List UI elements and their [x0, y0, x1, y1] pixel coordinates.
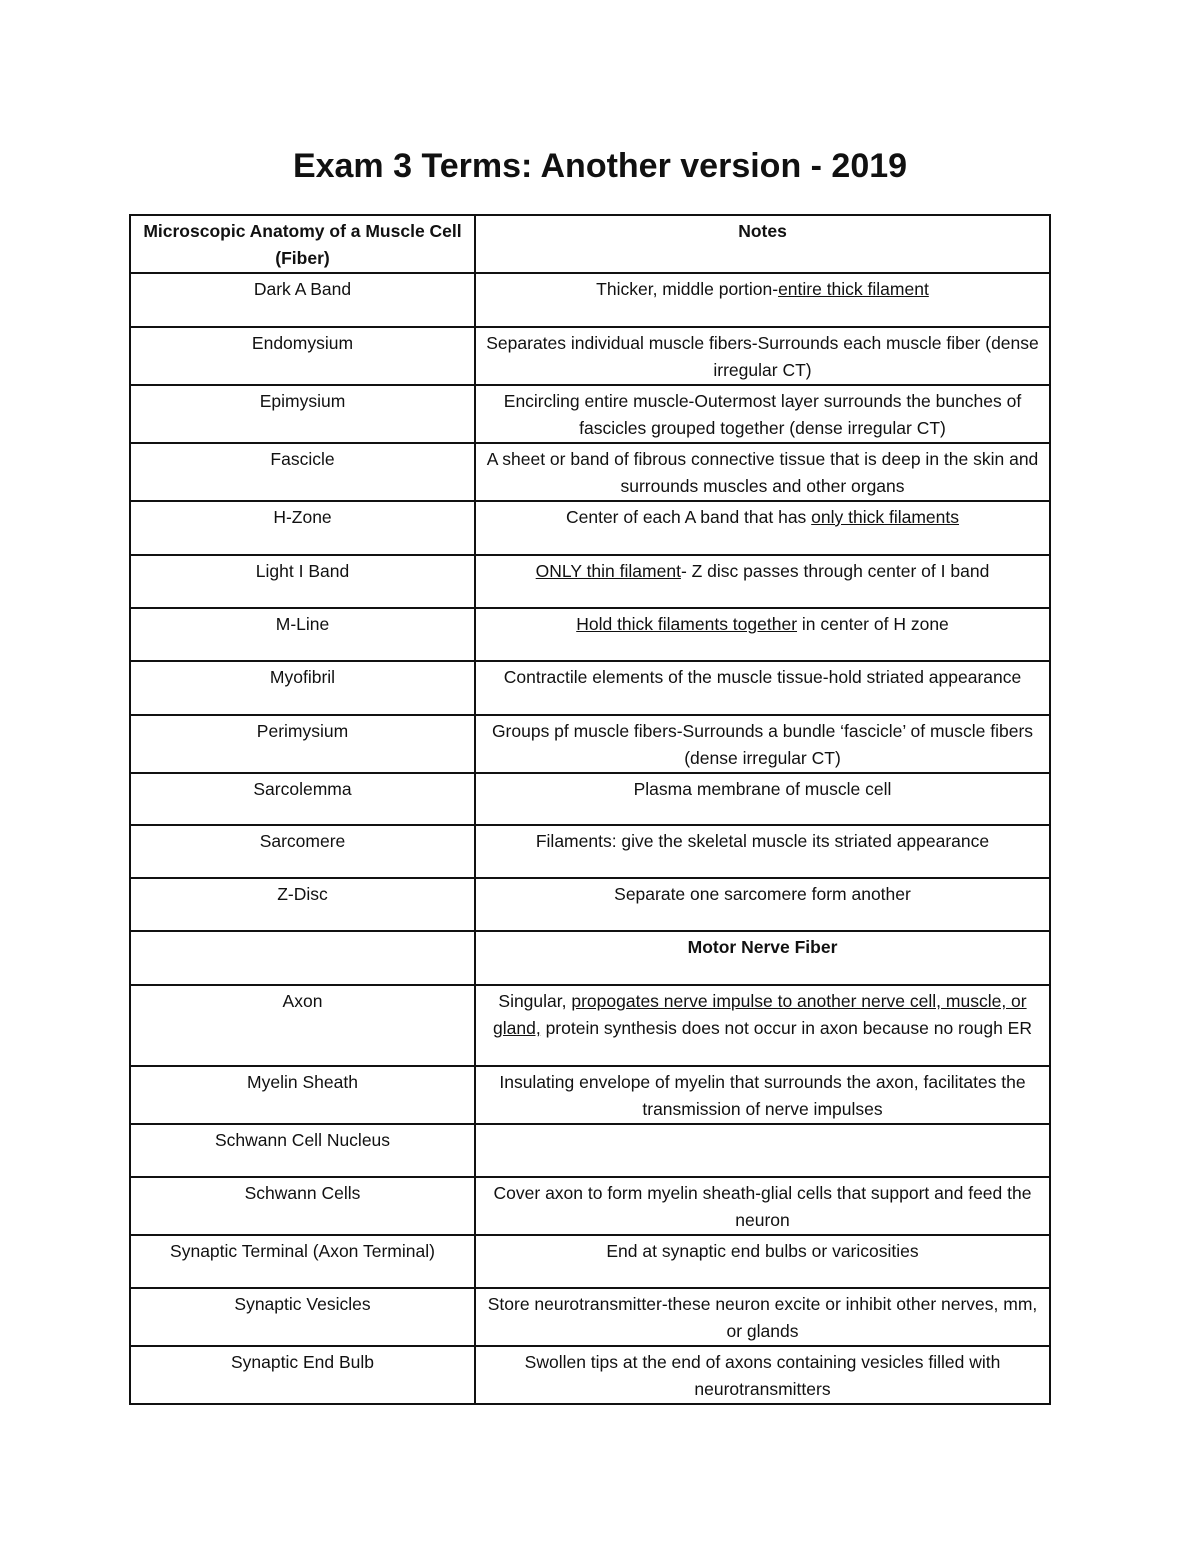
- notes-underlined-text: Hold thick filaments together: [576, 614, 798, 634]
- term-cell: Perimysium: [130, 715, 475, 773]
- notes-cell: [475, 1124, 1050, 1177]
- term-cell: Synaptic End Bulb: [130, 1346, 475, 1404]
- term-cell: Synaptic Terminal (Axon Terminal): [130, 1235, 475, 1288]
- table-row: [130, 773, 1050, 825]
- term-cell: Myelin Sheath: [130, 1066, 475, 1124]
- notes-underlined-text: only thick filaments: [811, 507, 960, 527]
- notes-underlined-text: entire thick filament: [778, 279, 929, 299]
- notes-cell: [475, 327, 1050, 385]
- table-row: [130, 327, 1050, 385]
- notes-cell: [475, 1066, 1050, 1124]
- notes-cell: [475, 773, 1050, 825]
- notes-text: Cover axon to form myelin sheath-glial cells that support and feed the neuron: [493, 1183, 1032, 1230]
- term-cell: H-Zone: [130, 501, 475, 555]
- table-row: [130, 878, 1050, 931]
- notes-underlined-text: propogates nerve impulse to another nerve cell, muscle, or gland,: [493, 991, 1027, 1038]
- notes-text: Groups pf muscle fibers-Surrounds a bundle ‘fascicle’ of muscle fibers (dense irregular CT): [491, 721, 1034, 768]
- term-cell: M-Line: [130, 608, 475, 661]
- table-header-row: [130, 215, 1050, 273]
- notes-cell: [475, 1346, 1050, 1404]
- notes-text: Center of each A band that has: [565, 507, 812, 527]
- table-row: [130, 715, 1050, 773]
- page-title: Exam 3 Terms: Another version - 2019: [292, 147, 908, 185]
- notes-cell: [475, 501, 1050, 555]
- notes-text: protein synthesis does not occur in axon because no rough ER: [540, 1018, 1032, 1038]
- notes-text: Insulating envelope of myelin that surrounds the axon, facilitates the transmission of nerve impulses: [499, 1072, 1026, 1119]
- table-row: [130, 273, 1050, 327]
- table-row: [130, 443, 1050, 501]
- notes-text: Separates individual muscle fibers-Surrounds each muscle fiber (dense irregular CT): [486, 333, 1039, 380]
- table-row: [130, 1177, 1050, 1235]
- table-row: [130, 825, 1050, 878]
- table-row: [130, 661, 1050, 715]
- notes-underlined-text: ONLY thin filament: [535, 561, 681, 581]
- notes-cell: [475, 985, 1050, 1066]
- notes-text: Swollen tips at the end of axons containing vesicles filled with neurotransmitters: [524, 1352, 1001, 1399]
- table-row: [130, 608, 1050, 661]
- terms-table: [129, 214, 1051, 1405]
- term-cell: Dark A Band: [130, 273, 475, 327]
- table-row: [130, 985, 1050, 1066]
- table-row: [130, 1346, 1050, 1404]
- table-row: [130, 1288, 1050, 1346]
- notes-cell: [475, 608, 1050, 661]
- table-row: [130, 501, 1050, 555]
- table-row: [130, 1066, 1050, 1124]
- terms-table-body: [130, 215, 1050, 1404]
- term-cell: Synaptic Vesicles: [130, 1288, 475, 1346]
- notes-cell: [475, 385, 1050, 443]
- term-cell: Schwann Cell Nucleus: [130, 1124, 475, 1177]
- term-cell: Schwann Cells: [130, 1177, 475, 1235]
- notes-text: Singular,: [498, 991, 572, 1011]
- notes-text: Contractile elements of the muscle tissue-hold striated appearance: [503, 667, 1022, 687]
- notes-text: in center of H zone: [797, 614, 949, 634]
- notes-text: Store neurotransmitter-these neuron excite or inhibit other nerves, mm, or glands: [487, 1294, 1038, 1341]
- term-cell: Light I Band: [130, 555, 475, 608]
- notes-text: A sheet or band of fibrous connective tissue that is deep in the skin and surrounds muscles and other organs: [486, 449, 1039, 496]
- notes-cell: [475, 661, 1050, 715]
- term-cell: Epimysium: [130, 385, 475, 443]
- term-cell: Sarcomere: [130, 825, 475, 878]
- table-row: [130, 385, 1050, 443]
- table-row: [130, 1235, 1050, 1288]
- notes-text: Thicker, middle portion-: [596, 279, 779, 299]
- notes-text: Encircling entire muscle-Outermost layer surrounds the bunches of fascicles grouped together (dense irregular CT): [503, 391, 1022, 438]
- notes-cell: [475, 825, 1050, 878]
- notes-column-header: Notes: [475, 215, 1050, 273]
- term-column-header: Microscopic Anatomy of a Muscle Cell (Fiber): [130, 215, 475, 273]
- notes-text: End at synaptic end bulbs or varicosities: [606, 1241, 919, 1261]
- term-cell: Z-Disc: [130, 878, 475, 931]
- term-cell: Fascicle: [130, 443, 475, 501]
- notes-cell: [475, 1288, 1050, 1346]
- notes-cell: [475, 715, 1050, 773]
- term-cell: Endomysium: [130, 327, 475, 385]
- notes-text: Filaments: give the skeletal muscle its striated appearance: [535, 831, 990, 851]
- notes-text: - Z disc passes through center of I band: [680, 561, 990, 581]
- notes-text: Plasma membrane of muscle cell: [633, 779, 892, 799]
- notes-cell: [475, 1177, 1050, 1235]
- section-header-row: [130, 931, 1050, 985]
- notes-cell: [475, 555, 1050, 608]
- notes-cell: [475, 878, 1050, 931]
- notes-cell: [475, 1235, 1050, 1288]
- notes-text: Separate one sarcomere form another: [614, 884, 911, 904]
- table-row: [130, 1124, 1050, 1177]
- term-cell: Sarcolemma: [130, 773, 475, 825]
- section-title: Motor Nerve Fiber: [475, 931, 1050, 985]
- empty-term-cell: [130, 931, 475, 985]
- table-row: [130, 555, 1050, 608]
- notes-cell: [475, 273, 1050, 327]
- notes-cell: [475, 443, 1050, 501]
- term-cell: Myofibril: [130, 661, 475, 715]
- term-cell: Axon: [130, 985, 475, 1066]
